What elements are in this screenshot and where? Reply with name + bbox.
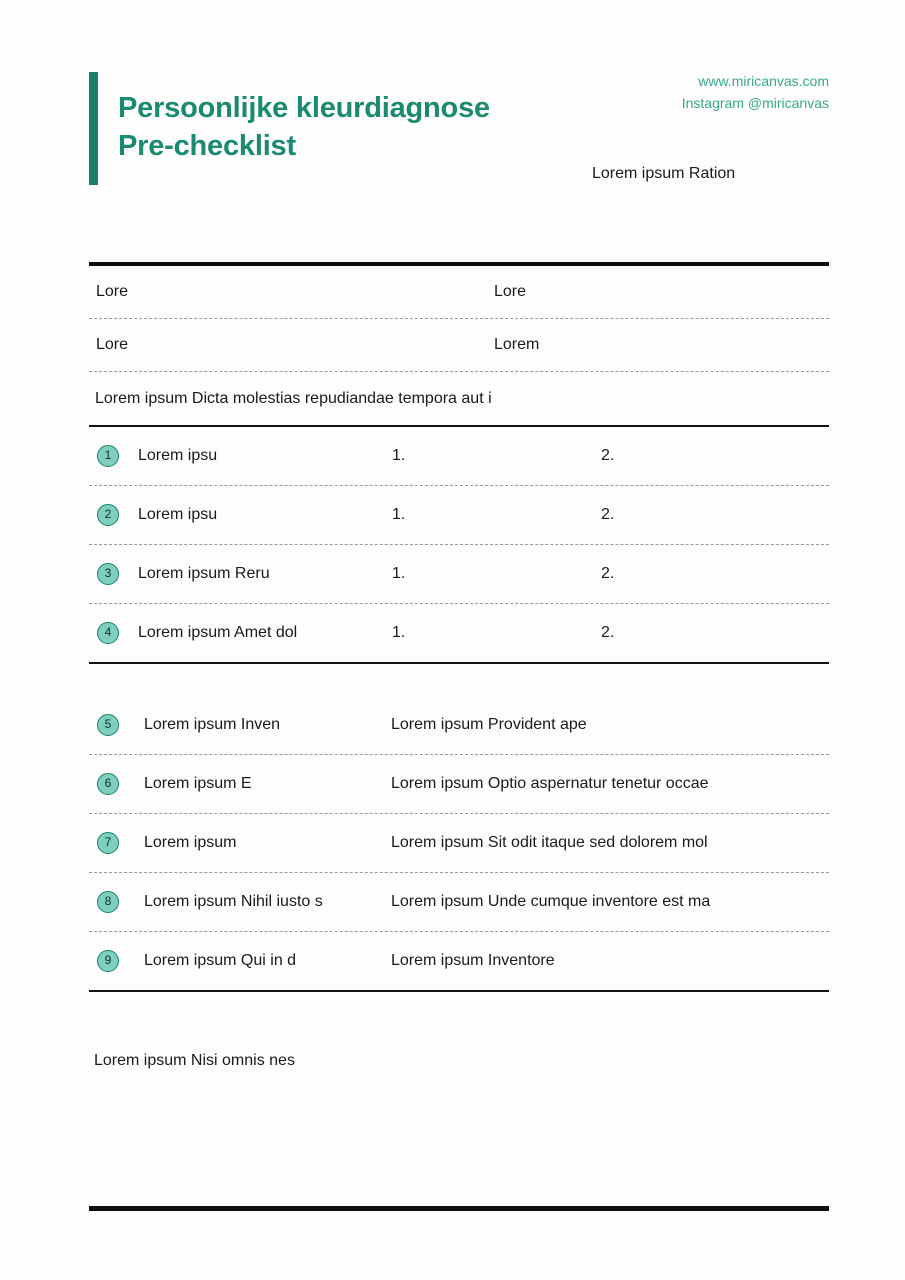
checklist-sheet — [89, 262, 829, 992]
footer-rule — [89, 1206, 829, 1211]
meta-row-value[interactable]: Lorem — [494, 336, 540, 353]
table-row — [89, 604, 829, 662]
row-number-badge: 7 — [97, 832, 119, 854]
checklist-section-b — [89, 696, 829, 990]
brand-instagram-link[interactable]: Instagram @miricanvas — [681, 95, 829, 111]
row-number-badge: 4 — [97, 622, 119, 644]
row-column-two[interactable]: 2. — [601, 447, 615, 464]
page-title-line2: Pre-checklist — [118, 130, 296, 162]
table-row — [89, 545, 829, 603]
row-number-badge: 9 — [97, 950, 119, 972]
section-b-bottom-rule — [89, 990, 829, 992]
table-row — [89, 755, 829, 813]
section-gap — [89, 664, 829, 696]
row-description[interactable]: Lorem ipsum Unde cumque inventore est ma — [391, 893, 711, 910]
brand-block — [682, 70, 829, 114]
row-column-two[interactable]: 2. — [601, 565, 615, 582]
document-header — [89, 64, 829, 194]
page-title — [118, 89, 638, 165]
row-description[interactable]: Lorem ipsum Optio aspernatur tenetur occae — [391, 775, 709, 792]
table-row — [89, 486, 829, 544]
row-number-badge: 5 — [97, 714, 119, 736]
row-label: Lorem ipsum Qui in d — [144, 952, 297, 969]
row-description[interactable]: Lorem ipsum Inventore — [391, 952, 555, 969]
meta-row-value[interactable]: Lore — [494, 283, 527, 300]
subject-line: Lorem ipsum Ration — [592, 165, 736, 182]
meta-row-label: Lore — [96, 283, 129, 300]
meta-row — [89, 319, 829, 371]
row-label: Lorem ipsum — [144, 834, 237, 851]
meta-row-label: Lore — [96, 336, 129, 353]
row-label: Lorem ipsum Inven — [144, 716, 281, 733]
footer-note[interactable]: Lorem ipsum Nisi omnis nes — [94, 1052, 295, 1069]
brand-website-link[interactable]: www.miricanvas.com — [698, 73, 829, 89]
meta-row — [89, 266, 829, 318]
row-label: Lorem ipsum E — [144, 775, 252, 792]
row-number-badge: 6 — [97, 773, 119, 795]
row-description[interactable]: Lorem ipsum Provident ape — [391, 716, 587, 733]
row-label: Lorem ipsu — [138, 447, 218, 464]
row-number-badge: 3 — [97, 563, 119, 585]
row-description[interactable]: Lorem ipsum Sit odit itaque sed dolorem mol — [391, 834, 708, 851]
row-column-one[interactable]: 1. — [392, 565, 406, 582]
table-row — [89, 696, 829, 754]
row-label: Lorem ipsum Nihil iusto s — [144, 893, 323, 910]
row-number-badge: 2 — [97, 504, 119, 526]
row-label: Lorem ipsu — [138, 506, 218, 523]
row-column-one[interactable]: 1. — [392, 506, 406, 523]
row-column-one[interactable]: 1. — [392, 624, 406, 641]
checklist-section-a — [89, 427, 829, 662]
row-column-two[interactable]: 2. — [601, 624, 615, 641]
row-label: Lorem ipsum Amet dol — [138, 624, 298, 641]
row-column-one[interactable]: 1. — [392, 447, 406, 464]
title-accent-bar — [89, 72, 98, 185]
page-title-line1: Persoonlijke kleurdiagnose — [118, 92, 490, 124]
row-column-two[interactable]: 2. — [601, 506, 615, 523]
meta-wide-row[interactable]: Lorem ipsum Dicta molestias repudiandae tempora aut i — [95, 389, 492, 407]
row-label: Lorem ipsum Reru — [138, 565, 270, 582]
table-row — [89, 932, 829, 990]
table-row — [89, 427, 829, 485]
row-number-badge: 1 — [97, 445, 119, 467]
table-row — [89, 873, 829, 931]
row-number-badge: 8 — [97, 891, 119, 913]
table-row — [89, 814, 829, 872]
